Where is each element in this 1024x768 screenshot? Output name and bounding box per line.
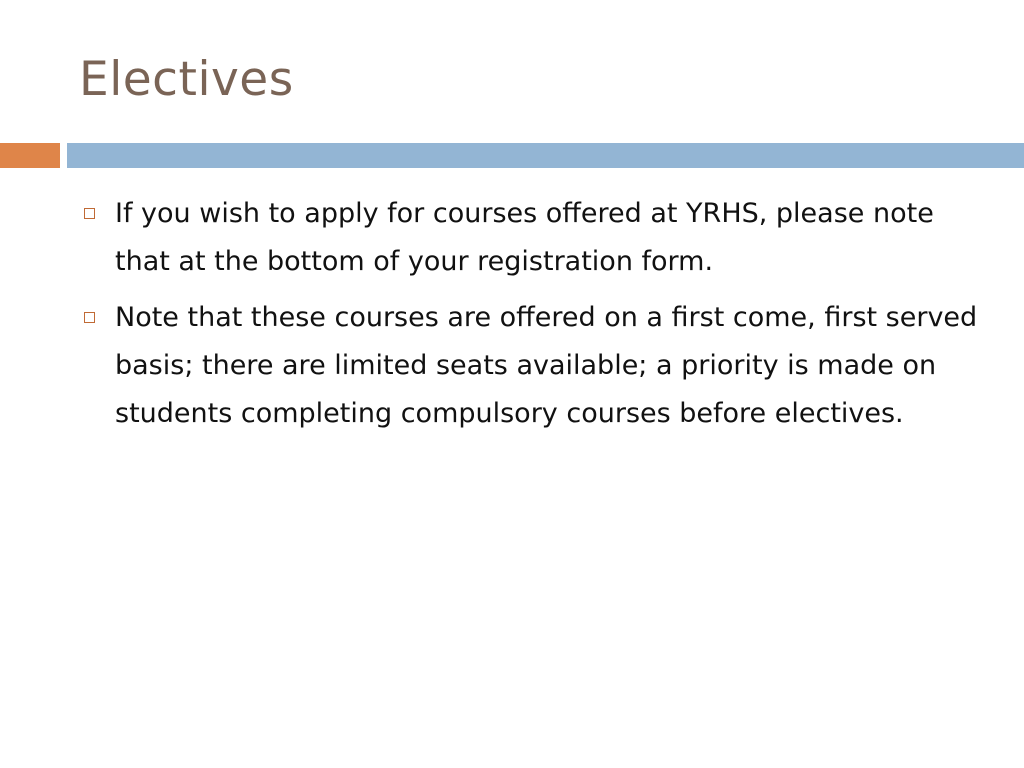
title-divider-bar <box>67 143 1024 168</box>
bullet-text: Note that these courses are offered on a first come, first served basis; there are limited seats available; a priority is made on students completing compulsory courses before electives. <box>115 302 978 429</box>
square-bullet-icon <box>84 312 95 323</box>
bullet-list <box>83 190 983 446</box>
square-bullet-icon <box>84 208 95 219</box>
bullet-item <box>83 294 983 438</box>
title-accent-bar <box>0 143 60 168</box>
bullet-item <box>83 190 983 286</box>
bullet-text: If you wish to apply for courses offered at YRHS, please note that at the bottom of your registration form. <box>115 198 934 277</box>
slide-title: Electives <box>79 52 294 107</box>
